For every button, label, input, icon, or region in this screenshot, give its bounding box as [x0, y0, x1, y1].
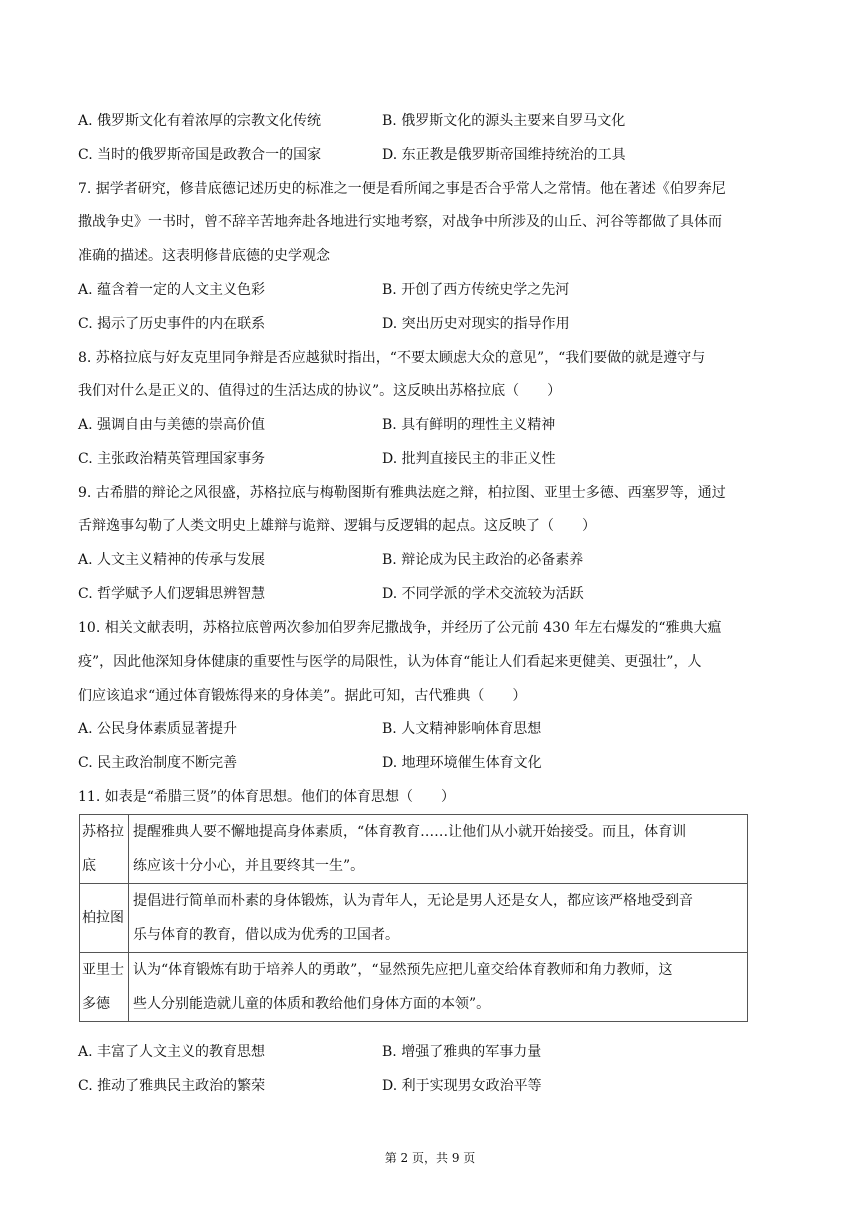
q7-option-a: A. 蕴含着一定的人文主义色彩 [78, 282, 266, 298]
table-row [80, 884, 748, 953]
q11-option-d: D. 利于实现男女政治平等 [382, 1078, 542, 1094]
q9-option-b: B. 辩论成为民主政治的必备素养 [382, 552, 584, 568]
q6-option-d: D. 东正教是俄罗斯帝国维持统治的工具 [382, 147, 626, 163]
q10-stem-line-2: 疫”，因此他深知身体健康的重要性与医学的局限性，认为体育“能让人们看起来更健美、更强壮”，人 [78, 654, 702, 670]
table-cell-text [129, 953, 748, 1022]
table-cell-text [129, 884, 748, 953]
text-line: 提倡进行简单而朴素的身体锻炼，认为青年人，无论是男人还是女人，都应该严格地受到音 [133, 893, 693, 909]
text-line: 提醒雅典人要不懈地提高身体素质，“体育教育……让他们从小就开始接受。而且，体育训 [133, 824, 687, 840]
q11-option-c: C. 推动了雅典民主政治的繁荣 [78, 1078, 266, 1094]
q10-stem-line-3: 们应该追求“通过体育锻炼得来的身体美”。据此可知，古代雅典（ ） [78, 688, 527, 704]
q6-option-c: C. 当时的俄罗斯帝国是政教合一的国家 [78, 147, 322, 163]
q10-option-b: B. 人文精神影响体育思想 [382, 721, 542, 737]
q9-option-d: D. 不同学派的学术交流较为活跃 [382, 586, 584, 602]
q10-option-a: A. 公民身体素质显著提升 [78, 721, 238, 737]
q10-option-c: C. 民主政治制度不断完善 [78, 755, 238, 771]
q9-stem-line-1: 9. 古希腊的辩论之风很盛，苏格拉底与梅勒图斯有雅典法庭之辩，柏拉图、亚里士多德、西塞罗等，通过 [78, 485, 726, 501]
q7-stem-line-2: 撒战争史》一书时，曾不辞辛苦地奔赴各地进行实地考察，对战争中所涉及的山丘、河谷等都做了具体而 [78, 214, 722, 230]
name-line: 苏格拉 [82, 824, 124, 840]
name-line: 亚里士 [82, 962, 124, 978]
q8-stem-line-2: 我们对什么是正义的、值得过的生活达成的协议”。这反映出苏格拉底（ ） [78, 383, 562, 399]
q7-option-b: B. 开创了西方传统史学之先河 [382, 282, 570, 298]
page-footer: 第 2 页，共 9 页 [384, 1151, 476, 1165]
name-line: 底 [82, 858, 96, 874]
text-line: 练应该十分小心，并且要终其一生”。 [133, 858, 365, 874]
table-row [80, 815, 748, 884]
q8-option-b: B. 具有鲜明的理性主义精神 [382, 417, 556, 433]
q9-option-a: A. 人文主义精神的传承与发展 [78, 552, 266, 568]
text-line: 乐与体育的教育，借以成为优秀的卫国者。 [133, 927, 399, 943]
q11-option-a: A. 丰富了人文主义的教育思想 [78, 1044, 266, 1060]
q7-stem-line-3: 准确的描述。这表明修昔底德的史学观念 [78, 248, 330, 264]
table-cell-name [80, 953, 129, 1022]
text-line: 些人分别能造就儿童的体质和教给他们身体方面的本领”。 [133, 996, 491, 1012]
q11-option-b: B. 增强了雅典的军事力量 [382, 1044, 542, 1060]
q9-option-c: C. 哲学赋予人们逻辑思辨智慧 [78, 586, 266, 602]
table-cell-text [129, 815, 748, 884]
q7-stem-line-1: 7. 据学者研究，修昔底德记述历史的标准之一便是看所闻之事是否合乎常人之常情。他在著述《伯罗奔尼 [78, 181, 726, 197]
q11-stem: 11. 如表是“希腊三贤”的体育思想。他们的体育思想（ ） [78, 789, 456, 805]
q7-option-d: D. 突出历史对现实的指导作用 [382, 316, 570, 332]
q8-stem-line-1: 8. 苏格拉底与好友克里同争辩是否应越狱时指出，“不要太顾虑大众的意见”，“我们要做的就是遵守与 [78, 350, 706, 366]
q9-stem-line-2: 舌辩逸事勾勒了人类文明史上雄辩与诡辩、逻辑与反逻辑的起点。这反映了（ ） [78, 518, 596, 534]
q10-stem-line-1: 10. 相关文献表明，苏格拉底曾两次参加伯罗奔尼撒战争，并经历了公元前 430 年左右爆发的“雅典大瘟 [78, 620, 722, 636]
name-line: 柏拉图 [82, 910, 124, 926]
q6-option-b: B. 俄罗斯文化的源头主要来自罗马文化 [382, 113, 626, 129]
q7-option-c: C. 揭示了历史事件的内在联系 [78, 316, 266, 332]
q6-option-a: A. 俄罗斯文化有着浓厚的宗教文化传统 [78, 113, 322, 129]
q8-option-a: A. 强调自由与美德的崇高价值 [78, 417, 266, 433]
philosophers-table [79, 814, 748, 1022]
table-row [80, 953, 748, 1022]
table-cell-name [80, 815, 129, 884]
text-line: 认为“体育锻炼有助于培养人的勇敢”，“显然预先应把儿童交给体育教师和角力教师，这 [133, 962, 673, 978]
q10-option-d: D. 地理环境催生体育文化 [382, 755, 542, 771]
q8-option-c: C. 主张政治精英管理国家事务 [78, 451, 266, 467]
q8-option-d: D. 批判直接民主的非正义性 [382, 451, 556, 467]
table-cell-name [80, 884, 129, 953]
name-line: 多德 [82, 996, 110, 1012]
